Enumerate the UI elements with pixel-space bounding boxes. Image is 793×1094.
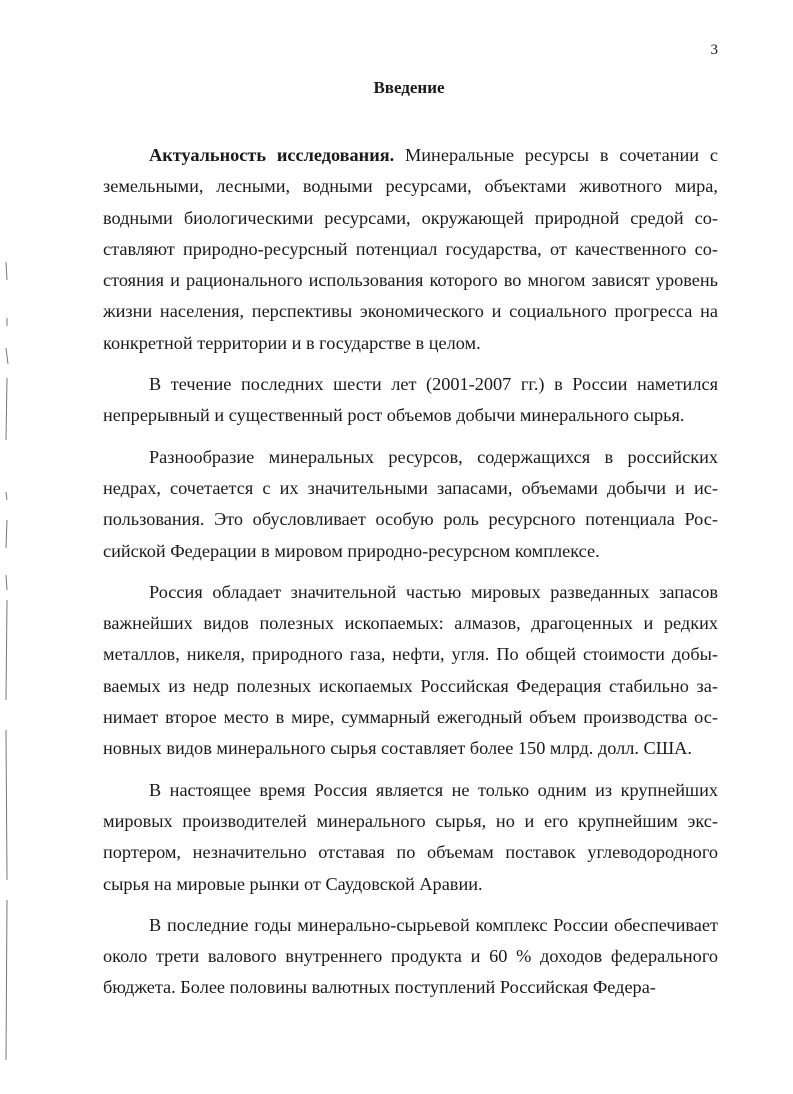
- section-heading: Введение: [373, 78, 445, 97]
- paragraph-4: Россия обладает значительной частью мировых разведанных запасов важнейших видов полезных ископаемых: алмазов, драгоценных и редких металлов, никеля, природного газа, нефти, угля. По общей стоимости добываемых из недр полезных ископаемых Российская Федерация стабильно занимает второе место в мире, суммарный ежегодный объем производства основных видов минерального сырья составляет более 150 млрд. долл. США.: [103, 581, 718, 759]
- paragraph-lead: Актуальность исследования.: [149, 145, 395, 165]
- paragraph-6: В последние годы минерально-сырьевой комплекс России обеспечивает около трети валового внутреннего продукта и 60 % доходов федерального бюджета. Более половины валютных поступлений Российская Федера-: [103, 914, 718, 998]
- body-text: [103, 140, 718, 1014]
- paragraph-1: [103, 140, 718, 359]
- paragraph-3: Разнообразие минеральных ресурсов, содержащихся в российских недрах, сочетается с их значительными запасами, объемами добычи и использования. Это обусловливает особую роль ресурсного потенциала Российской Федерации в мировом природно-ресурсном комплексе.: [103, 446, 718, 561]
- page-number: 3: [710, 42, 718, 58]
- scan-edge-marks: [0, 0, 12, 1094]
- paragraph-5: В настоящее время Россия является не только одним из крупнейших мировых производителей минерального сырья, но и его крупнейшим экспортером, незначительно отставая по объемам поставок углеводородного сырья на мировые рынки от Саудовской Аравии.: [103, 779, 718, 894]
- paragraph-2: В течение последних шести лет (2001-2007 гг.) в России наметился непрерывный и существенный рост объемов добычи минерального сырья.: [103, 374, 718, 426]
- paragraph-text: Минеральные ресурсы в сочетании с земельными, лесными, водными ресурсами, объектами животного мира, водными биологическими ресурсами, окружающей природной средой составляют природно-ресурсный потенциал государства, от качественного состояния и рационального использования которого во многом зависят уровень жизни населения, перспективы экономического и социального прогресса на конкретной территории и в государстве в целом.: [103, 145, 718, 353]
